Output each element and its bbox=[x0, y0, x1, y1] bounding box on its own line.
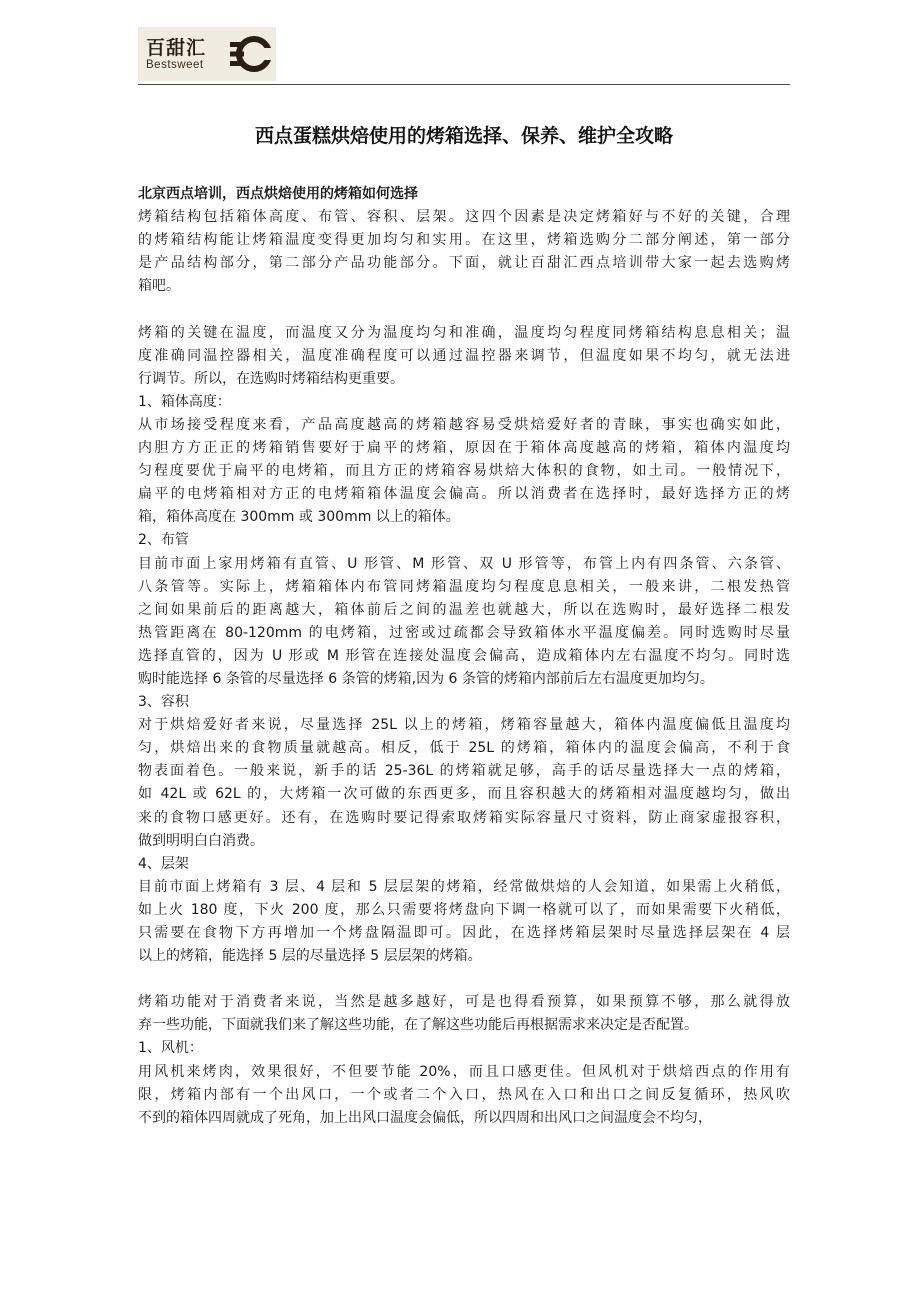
text-line: 从市场接受程度来看，产品高度越高的烤箱越容易受烘焙爱好者的青睐，事实也确实如此， bbox=[138, 416, 790, 433]
text-line: 目前市面上烤箱有 3 层、4 层和 5 层层架的烤箱，经常做烘焙的人会知道，如果需上火稍低， bbox=[138, 878, 790, 895]
text-line: 2、布管 bbox=[138, 532, 189, 549]
text-line: 之间如果前后的距离越大，箱体前后之间的温差也就越大，所以在选购时，最好选择二根发 bbox=[138, 601, 790, 618]
text-line: 内胆方方正正的烤箱销售要好于扁平的烤箱，原因在于箱体高度越高的烤箱，箱体内温度均 bbox=[138, 440, 790, 457]
text-line: 扁平的电烤箱相对方正的电烤箱箱体温度会偏高。所以消费者在选择时，最好选择方正的烤 bbox=[138, 486, 790, 503]
text-line: 匀，烘焙出来的食物质量就越高。相反，低于 25L 的烤箱，箱体内的温度会偏高，不利于食 bbox=[138, 740, 790, 757]
text-line: 度准确同温控器相关，温度准确程度可以通过温控器来调节，但温度如果不均匀，就无法进 bbox=[138, 347, 790, 364]
text-line: 匀程度要优于扁平的电烤箱，而且方正的烤箱容易烘焙大体积的食物，如土司。一般情况下， bbox=[138, 463, 790, 480]
text-line: 以上的烤箱，能选择 5 层的尽量选择 5 层层架的烤箱。 bbox=[138, 948, 482, 965]
text-line: 烤箱功能对于消费者来说，当然是越多越好，可是也得看预算，如果预算不够，那么就得放 bbox=[138, 994, 790, 1011]
text-line: 如上火 180 度，下火 200 度，那么只需要将烤盘向下调一格就可以了，而如果需要下火稍低， bbox=[138, 901, 790, 918]
text-line: 选择直管的，因为 U 形或 M 形管在连接处温度会偏高，造成箱体内左右温度不均匀。同时选 bbox=[138, 647, 790, 664]
text-line: 来的食物口感更好。还有，在选购时要记得索取烤箱实际容量尺寸资料，防止商家虚报容积， bbox=[138, 809, 790, 826]
company-logo bbox=[138, 27, 276, 81]
text-line: 1、箱体高度： bbox=[138, 393, 231, 410]
document-title: 西点蛋糕烘焙使用的烤箱选择、保养、维护全攻略 bbox=[254, 125, 673, 147]
text-line: 目前市面上家用烤箱有直管、U 形管、M 形管、双 U 形管等，布管上内有四条管、六条管、 bbox=[138, 555, 790, 572]
text-line: 1、风机： bbox=[138, 1040, 203, 1057]
text-line: 3、容积 bbox=[138, 694, 189, 711]
text-line: 弃一些功能，下面就我们来了解这些功能，在了解这些功能后再根据需求来决定是否配置。 bbox=[138, 1017, 698, 1034]
text-line: 4、层架 bbox=[138, 855, 189, 872]
text-line: 箱，箱体高度在 300mm 或 300mm 以上的箱体。 bbox=[138, 509, 460, 526]
text-line: 物表面着色。一般来说，新手的话 25-36L 的烤箱就足够，高手的话尽量选择大一点的烤箱， bbox=[138, 763, 790, 780]
text-line: 热管距离在 80-120mm 的电烤箱，过密或过疏都会导致箱体水平温度偏差。同时选购时尽量 bbox=[138, 624, 790, 641]
section-heading: 北京西点培训，西点烘焙使用的烤箱如何选择 bbox=[138, 186, 418, 202]
text-line: 烤箱结构包括箱体高度、布管、容积、层架。这四个因素是决定烤箱好与不好的关键，合理 bbox=[138, 209, 790, 226]
text-line: 做到明明白白消费。 bbox=[138, 832, 264, 849]
header-divider bbox=[138, 84, 790, 85]
text-line: 用风机来烤肉，效果很好，不但要节能 20%，而且口感更佳。但风机对于烘焙西点的作用有 bbox=[138, 1063, 790, 1080]
text-line: 只需要在食物下方再增加一个烤盘隔温即可。因此，在选择烤箱层架时尽量选择层架在 4 层 bbox=[138, 925, 790, 941]
text-line: 是产品结构部分，第二部分产品功能部分。下面，就让百甜汇西点培训带大家一起去选购烤 bbox=[138, 255, 790, 272]
text-line: 限，烤箱内部有一个出风口，一个或者二个入口，热风在入口和出口之间反复循环，热风吹 bbox=[138, 1086, 790, 1103]
text-line: 对于烘焙爱好者来说，尽量选择 25L 以上的烤箱，烤箱容量越大，箱体内温度偏低且温度均 bbox=[138, 717, 790, 734]
logo-text bbox=[146, 37, 206, 72]
text-line: 八条管等。实际上，烤箱箱体内布管同烤箱温度均匀程度息息相关，一般来讲，二根发热管 bbox=[138, 578, 790, 595]
bestsweet-logo-mark-icon bbox=[228, 32, 272, 76]
blank-line bbox=[138, 968, 790, 991]
text-line: 如 42L 或 62L 的，大烤箱一次可做的东西更多，而且容积越大的烤箱相对温度越均匀，做出 bbox=[138, 786, 790, 803]
logo-chinese-name: 百甜汇 bbox=[146, 36, 207, 59]
article-body bbox=[138, 183, 790, 1130]
text-line: 不到的箱体四周就成了死角，加上出风口温度会偏低，所以四周和出风口之间温度会不均匀， bbox=[138, 1109, 712, 1126]
text-line: 烤箱的关键在温度，而温度又分为温度均匀和准确，温度均匀程度同烤箱结构息息相关；温 bbox=[138, 324, 790, 341]
blank-line bbox=[138, 298, 790, 321]
text-line: 箱吧。 bbox=[138, 278, 180, 295]
text-line: 行调节。所以，在选购时烤箱结构更重要。 bbox=[138, 370, 404, 387]
text-line: 购时能选择 6 条管的尽量选择 6 条管的烤箱,因为 6 条管的烤箱内部前后左右温度更加均匀。 bbox=[138, 670, 714, 687]
logo-english-name: Bestsweet bbox=[146, 58, 204, 71]
text-line: 的烤箱结构能让烤箱温度变得更加均匀和实用。在这里，烤箱选购分二部分阐述，第一部分 bbox=[138, 232, 790, 249]
